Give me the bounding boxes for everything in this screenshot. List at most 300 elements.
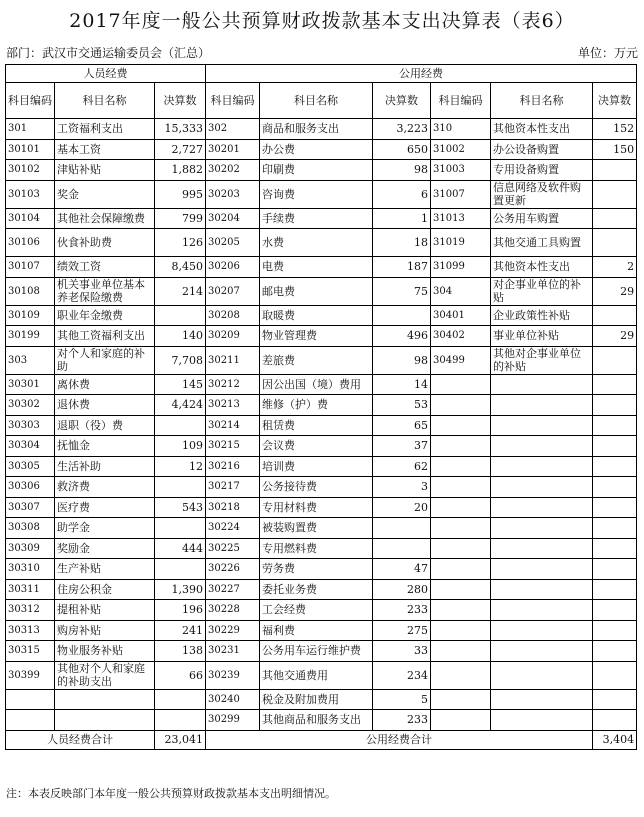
amount-cell [593, 436, 637, 457]
subject-code-cell: 30307 [6, 497, 55, 518]
amount-cell [593, 346, 637, 374]
public-total-value: 3,404 [593, 730, 637, 749]
subject-code-cell: 30309 [6, 538, 55, 559]
table-row [6, 579, 637, 600]
subject-name-cell: 住房公积金 [55, 579, 155, 600]
amount-cell [593, 710, 637, 731]
subject-code-cell [431, 518, 491, 539]
subject-name-cell: 物业管理费 [260, 326, 373, 347]
amount-cell [593, 559, 637, 580]
table-row [6, 559, 637, 580]
amount-cell: 62 [373, 456, 431, 477]
subject-name-cell: 退休费 [55, 395, 155, 416]
table-row [6, 160, 637, 181]
amount-cell: 37 [373, 436, 431, 457]
subject-name-cell: 生产补贴 [55, 559, 155, 580]
subject-name-cell: 其他商品和服务支出 [260, 710, 373, 731]
subject-name-cell: 事业单位补贴 [491, 326, 593, 347]
personnel-total-label: 人员经费合计 [6, 730, 155, 749]
amount-cell [155, 559, 206, 580]
subject-name-cell [491, 710, 593, 731]
amount-cell: 233 [373, 600, 431, 621]
col-header-code: 科目编码 [6, 83, 55, 119]
amount-cell [593, 395, 637, 416]
table-row [6, 710, 637, 731]
subject-code-cell: 30106 [6, 229, 55, 257]
table-row [6, 119, 637, 140]
subject-name-cell: 劳务费 [260, 559, 373, 580]
department-label: 部门：武汉市交通运输委员会（汇总） [6, 46, 211, 60]
amount-cell: 444 [155, 538, 206, 559]
amount-cell: 650 [373, 139, 431, 160]
subject-name-cell: 工资福利支出 [55, 119, 155, 140]
subject-code-cell: 30205 [206, 229, 260, 257]
subject-code-cell [431, 579, 491, 600]
table-row [6, 277, 637, 305]
subject-name-cell: 专用设备购置 [491, 160, 593, 181]
subject-code-cell [431, 559, 491, 580]
subject-name-cell: 基本工资 [55, 139, 155, 160]
subject-code-cell: 30213 [206, 395, 260, 416]
subject-name-cell [491, 538, 593, 559]
personnel-total-value: 23,041 [155, 730, 206, 749]
table-row [6, 641, 637, 662]
col-header-code: 科目编码 [431, 83, 491, 119]
subject-code-cell [431, 641, 491, 662]
subject-name-cell [55, 710, 155, 731]
amount-cell [593, 456, 637, 477]
table-row [6, 395, 637, 416]
subject-code-cell: 30229 [206, 620, 260, 641]
subject-name-cell: 因公出国（境）费用 [260, 374, 373, 395]
subject-code-cell: 31002 [431, 139, 491, 160]
subject-code-cell: 30208 [206, 305, 260, 326]
subject-name-cell: 公务接待费 [260, 477, 373, 498]
subject-name-cell: 退职（役）费 [55, 415, 155, 436]
amount-cell: 66 [155, 661, 206, 689]
subject-name-cell: 委托业务费 [260, 579, 373, 600]
subject-code-cell: 31099 [431, 257, 491, 278]
subject-name-cell: 机关事业单位基本养老保险缴费 [55, 277, 155, 305]
subject-code-cell: 30313 [6, 620, 55, 641]
amount-cell: 196 [155, 600, 206, 621]
amount-cell: 799 [155, 208, 206, 229]
subject-name-cell: 其他工资福利支出 [55, 326, 155, 347]
subject-code-cell: 30202 [206, 160, 260, 181]
amount-cell: 234 [373, 661, 431, 689]
subject-name-cell: 培训费 [260, 456, 373, 477]
table-row [6, 229, 637, 257]
subject-code-cell [431, 436, 491, 457]
subject-code-cell: 30402 [431, 326, 491, 347]
subject-code-cell: 30206 [206, 257, 260, 278]
subject-code-cell: 31013 [431, 208, 491, 229]
amount-cell [593, 538, 637, 559]
subject-code-cell: 30224 [206, 518, 260, 539]
amount-cell: 15,333 [155, 119, 206, 140]
subject-code-cell: 301 [6, 119, 55, 140]
group-header-row [6, 65, 637, 83]
subject-name-cell: 福利费 [260, 620, 373, 641]
col-header-code: 科目编码 [206, 83, 260, 119]
amount-cell: 152 [593, 119, 637, 140]
subject-code-cell: 30228 [206, 600, 260, 621]
amount-cell: 1,390 [155, 579, 206, 600]
amount-cell: 75 [373, 277, 431, 305]
amount-cell: 4,424 [155, 395, 206, 416]
subject-name-cell [491, 661, 593, 689]
amount-cell: 1,882 [155, 160, 206, 181]
subject-code-cell [431, 477, 491, 498]
subject-code-cell: 30201 [206, 139, 260, 160]
subject-name-cell [491, 497, 593, 518]
subject-name-cell: 工会经费 [260, 600, 373, 621]
subject-code-cell: 30215 [206, 436, 260, 457]
subject-code-cell: 30231 [206, 641, 260, 662]
subject-name-cell: 公务用车购置 [491, 208, 593, 229]
col-header-amount: 决算数 [373, 83, 431, 119]
subject-name-cell: 购房补贴 [55, 620, 155, 641]
table-row [6, 346, 637, 374]
subject-name-cell: 咨询费 [260, 180, 373, 208]
amount-cell: 29 [593, 277, 637, 305]
subject-name-cell: 差旅费 [260, 346, 373, 374]
table-row [6, 257, 637, 278]
amount-cell: 543 [155, 497, 206, 518]
subject-code-cell: 30310 [6, 559, 55, 580]
subject-name-cell: 印刷费 [260, 160, 373, 181]
amount-cell: 233 [373, 710, 431, 731]
amount-cell: 995 [155, 180, 206, 208]
amount-cell: 3,223 [373, 119, 431, 140]
subject-code-cell: 30401 [431, 305, 491, 326]
column-header-row [6, 83, 637, 119]
subject-code-cell: 30103 [6, 180, 55, 208]
col-header-amount: 决算数 [593, 83, 637, 119]
amount-cell: 150 [593, 139, 637, 160]
subject-name-cell: 对企事业单位的补贴 [491, 277, 593, 305]
amount-cell [155, 710, 206, 731]
subject-name-cell: 商品和服务支出 [260, 119, 373, 140]
amount-cell [593, 600, 637, 621]
subject-name-cell: 取暖费 [260, 305, 373, 326]
subject-code-cell: 30209 [206, 326, 260, 347]
table-row [6, 518, 637, 539]
subject-name-cell: 邮电费 [260, 277, 373, 305]
amount-cell [593, 497, 637, 518]
footnote: 注：本表反映部门本年度一般公共预算财政拨款基本支出明细情况。 [6, 787, 336, 800]
subject-name-cell: 奖金 [55, 180, 155, 208]
amount-cell [593, 641, 637, 662]
subject-code-cell: 30306 [6, 477, 55, 498]
subject-code-cell: 30315 [6, 641, 55, 662]
subject-code-cell: 30217 [206, 477, 260, 498]
amount-cell [155, 689, 206, 710]
public-total-label: 公用经费合计 [206, 730, 593, 749]
subject-code-cell: 30227 [206, 579, 260, 600]
subject-name-cell [491, 641, 593, 662]
table-row [6, 374, 637, 395]
amount-cell: 280 [373, 579, 431, 600]
amount-cell [593, 229, 637, 257]
amount-cell: 1 [373, 208, 431, 229]
subject-name-cell: 信息网络及软件购置更新 [491, 180, 593, 208]
subject-name-cell: 物业服务补贴 [55, 641, 155, 662]
subject-code-cell: 30216 [206, 456, 260, 477]
subject-name-cell: 专用燃料费 [260, 538, 373, 559]
subject-name-cell [491, 600, 593, 621]
amount-cell: 138 [155, 641, 206, 662]
table-row [6, 620, 637, 641]
table-row [6, 497, 637, 518]
subject-name-cell [491, 579, 593, 600]
subject-code-cell: 30499 [431, 346, 491, 374]
subject-code-cell: 30226 [206, 559, 260, 580]
subject-code-cell [431, 456, 491, 477]
amount-cell [593, 160, 637, 181]
subject-code-cell: 30301 [6, 374, 55, 395]
subject-name-cell: 租赁费 [260, 415, 373, 436]
subject-code-cell: 30203 [206, 180, 260, 208]
subject-name-cell [491, 395, 593, 416]
amount-cell: 241 [155, 620, 206, 641]
subject-name-cell: 救济费 [55, 477, 155, 498]
subject-code-cell: 30107 [6, 257, 55, 278]
amount-cell [155, 305, 206, 326]
subject-code-cell: 30211 [206, 346, 260, 374]
table-row [6, 208, 637, 229]
amount-cell: 20 [373, 497, 431, 518]
subject-name-cell: 其他对个人和家庭的补助支出 [55, 661, 155, 689]
subject-code-cell: 31007 [431, 180, 491, 208]
table-row [6, 689, 637, 710]
subject-name-cell [491, 477, 593, 498]
subject-code-cell: 30212 [206, 374, 260, 395]
subject-code-cell: 30311 [6, 579, 55, 600]
subject-name-cell: 奖励金 [55, 538, 155, 559]
subject-code-cell: 30302 [6, 395, 55, 416]
subject-code-cell: 302 [206, 119, 260, 140]
amount-cell: 33 [373, 641, 431, 662]
amount-cell [373, 538, 431, 559]
subject-code-cell [431, 600, 491, 621]
amount-cell [593, 661, 637, 689]
subject-code-cell: 30108 [6, 277, 55, 305]
amount-cell [593, 689, 637, 710]
page-title: 2017年度一般公共预算财政拨款基本支出决算表（表6） [69, 10, 575, 32]
subject-name-cell: 水费 [260, 229, 373, 257]
amount-cell [593, 477, 637, 498]
subject-name-cell: 企业政策性补贴 [491, 305, 593, 326]
amount-cell: 98 [373, 346, 431, 374]
subject-code-cell [431, 689, 491, 710]
subject-code-cell [431, 538, 491, 559]
amount-cell [373, 305, 431, 326]
subject-code-cell: 304 [431, 277, 491, 305]
unit-label: 单位：万元 [577, 46, 638, 60]
subject-name-cell: 提租补贴 [55, 600, 155, 621]
subject-name-cell [491, 374, 593, 395]
subject-code-cell [431, 374, 491, 395]
amount-cell: 109 [155, 436, 206, 457]
subject-name-cell [491, 456, 593, 477]
subject-name-cell: 绩效工资 [55, 257, 155, 278]
amount-cell: 2,727 [155, 139, 206, 160]
amount-cell: 18 [373, 229, 431, 257]
subject-name-cell: 电费 [260, 257, 373, 278]
amount-cell [373, 518, 431, 539]
col-header-name: 科目名称 [260, 83, 373, 119]
amount-cell: 2 [593, 257, 637, 278]
subject-name-cell: 伙食补助费 [55, 229, 155, 257]
amount-cell [593, 180, 637, 208]
subject-code-cell [431, 395, 491, 416]
amount-cell: 6 [373, 180, 431, 208]
subject-code-cell: 30303 [6, 415, 55, 436]
subject-name-cell: 会议费 [260, 436, 373, 457]
amount-cell: 3 [373, 477, 431, 498]
subject-code-cell: 30109 [6, 305, 55, 326]
amount-cell: 53 [373, 395, 431, 416]
subject-code-cell [431, 415, 491, 436]
table-row [6, 436, 637, 457]
subject-code-cell: 30304 [6, 436, 55, 457]
table-row [6, 180, 637, 208]
subject-code-cell: 310 [431, 119, 491, 140]
col-header-name: 科目名称 [55, 83, 155, 119]
amount-cell: 12 [155, 456, 206, 477]
amount-cell [593, 518, 637, 539]
subject-name-cell: 公务用车运行维护费 [260, 641, 373, 662]
amount-cell: 187 [373, 257, 431, 278]
amount-cell [593, 305, 637, 326]
amount-cell: 5 [373, 689, 431, 710]
subject-code-cell: 31019 [431, 229, 491, 257]
subject-name-cell: 生活补助 [55, 456, 155, 477]
amount-cell: 98 [373, 160, 431, 181]
subject-code-cell: 30214 [206, 415, 260, 436]
subject-code-cell [6, 689, 55, 710]
subject-name-cell: 医疗费 [55, 497, 155, 518]
table-row [6, 538, 637, 559]
subject-code-cell: 30199 [6, 326, 55, 347]
amount-cell [593, 415, 637, 436]
subject-code-cell: 303 [6, 346, 55, 374]
table-row [6, 600, 637, 621]
amount-cell: 145 [155, 374, 206, 395]
table-row [6, 477, 637, 498]
subject-code-cell: 30312 [6, 600, 55, 621]
col-header-amount: 决算数 [155, 83, 206, 119]
amount-cell: 47 [373, 559, 431, 580]
subject-code-cell: 30240 [206, 689, 260, 710]
totals-row [6, 730, 637, 749]
subject-code-cell [431, 497, 491, 518]
subject-code-cell [431, 620, 491, 641]
subject-code-cell: 30101 [6, 139, 55, 160]
subject-name-cell [55, 689, 155, 710]
public-group-header: 公用经费 [206, 65, 637, 83]
personnel-group-header: 人员经费 [6, 65, 206, 83]
subject-name-cell [491, 689, 593, 710]
table-row [6, 661, 637, 689]
subject-name-cell: 对个人和家庭的补助 [55, 346, 155, 374]
subject-code-cell [431, 661, 491, 689]
amount-cell: 275 [373, 620, 431, 641]
subject-name-cell [491, 415, 593, 436]
subject-name-cell: 其他交通费用 [260, 661, 373, 689]
subject-code-cell: 30399 [6, 661, 55, 689]
subject-name-cell: 其他资本性支出 [491, 257, 593, 278]
amount-cell [155, 477, 206, 498]
subject-code-cell: 30102 [6, 160, 55, 181]
subject-code-cell: 30299 [206, 710, 260, 731]
amount-cell [593, 208, 637, 229]
table-row [6, 415, 637, 436]
table-row [6, 326, 637, 347]
subject-name-cell: 离休费 [55, 374, 155, 395]
subject-name-cell: 专用材料费 [260, 497, 373, 518]
subject-code-cell: 30225 [206, 538, 260, 559]
amount-cell: 140 [155, 326, 206, 347]
subject-name-cell: 助学金 [55, 518, 155, 539]
subject-name-cell: 其他资本性支出 [491, 119, 593, 140]
table-row [6, 305, 637, 326]
amount-cell [593, 579, 637, 600]
subject-name-cell [491, 436, 593, 457]
subject-code-cell: 30207 [206, 277, 260, 305]
amount-cell: 126 [155, 229, 206, 257]
subject-name-cell: 办公费 [260, 139, 373, 160]
amount-cell: 29 [593, 326, 637, 347]
subject-code-cell: 31003 [431, 160, 491, 181]
subject-code-cell: 30204 [206, 208, 260, 229]
subject-name-cell: 其他对企事业单位的补贴 [491, 346, 593, 374]
table-row [6, 139, 637, 160]
subject-name-cell [491, 559, 593, 580]
amount-cell: 7,708 [155, 346, 206, 374]
subject-name-cell: 其他交通工具购置 [491, 229, 593, 257]
amount-cell [593, 620, 637, 641]
subject-code-cell [6, 710, 55, 731]
subject-name-cell: 手续费 [260, 208, 373, 229]
subject-name-cell: 被装购置费 [260, 518, 373, 539]
amount-cell: 214 [155, 277, 206, 305]
subject-code-cell: 30104 [6, 208, 55, 229]
subject-name-cell: 职业年金缴费 [55, 305, 155, 326]
amount-cell: 496 [373, 326, 431, 347]
subject-code-cell: 30305 [6, 456, 55, 477]
subject-name-cell: 税金及附加费用 [260, 689, 373, 710]
expenditure-table [5, 64, 637, 750]
subject-name-cell [491, 620, 593, 641]
amount-cell: 14 [373, 374, 431, 395]
col-header-name: 科目名称 [491, 83, 593, 119]
subject-code-cell: 30218 [206, 497, 260, 518]
amount-cell [155, 518, 206, 539]
subject-name-cell: 抚恤金 [55, 436, 155, 457]
subject-name-cell: 维修（护）费 [260, 395, 373, 416]
subject-code-cell [431, 710, 491, 731]
amount-cell: 65 [373, 415, 431, 436]
table-row [6, 456, 637, 477]
subject-code-cell: 30239 [206, 661, 260, 689]
subject-name-cell: 办公设备购置 [491, 139, 593, 160]
subject-name-cell: 其他社会保障缴费 [55, 208, 155, 229]
amount-cell [593, 374, 637, 395]
amount-cell: 8,450 [155, 257, 206, 278]
subject-code-cell: 30308 [6, 518, 55, 539]
